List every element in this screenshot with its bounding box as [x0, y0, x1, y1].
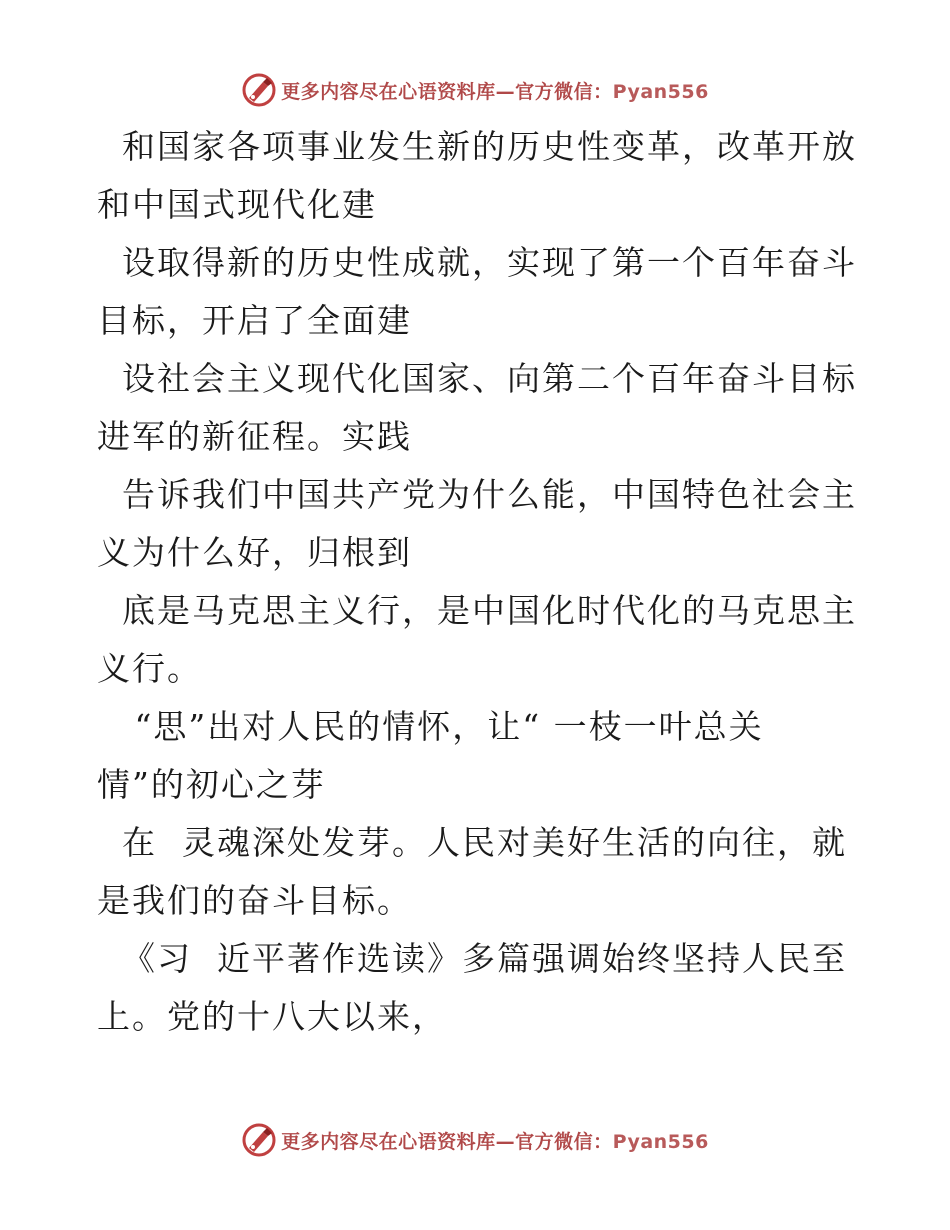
text-line-5: 设社会主义现代化国家、向第二个百年奋斗目标 [97, 359, 857, 398]
text-line-4: 目标，开启了全面建 [97, 301, 412, 340]
text-line-10: 义行。 [97, 649, 202, 688]
text-line-14: 是我们的奋斗目标。 [97, 881, 412, 920]
text-line-12: 情”的初心之芽 [97, 765, 326, 804]
document-body [97, 118, 857, 1046]
text-line-3: 设取得新的历史性成就，实现了第一个百年奋斗 [97, 243, 857, 282]
watermark-text: 更多内容尽在心语资料库—官方微信：Pyan556 [281, 80, 709, 103]
text-line-16: 上。党的十八大以来， [97, 997, 447, 1036]
watermark-text: 更多内容尽在心语资料库—官方微信：Pyan556 [281, 1130, 709, 1153]
text-line-1: 和国家各项事业发生新的历史性变革，改革开放 [97, 127, 857, 166]
wechat-id: Pyan556 [612, 80, 709, 103]
wechat-id: Pyan556 [612, 1130, 709, 1153]
pen-circle-icon [241, 72, 277, 108]
text-line-9: 底是马克思主义行，是中国化时代化的马克思主 [97, 591, 857, 630]
pen-circle-icon [241, 1122, 277, 1158]
text-line-11: “思”出对人民的情怀，让“ 一枝一叶总关 [97, 707, 764, 746]
text-line-15: 《习 近平著作选读》多篇强调始终坚持人民至 [97, 939, 847, 978]
text-line-8: 义为什么好，归根到 [97, 533, 412, 572]
text-line-2: 和中国式现代化建 [97, 185, 377, 224]
footer-watermark [0, 1120, 950, 1160]
text-line-6: 进军的新征程。实践 [97, 417, 412, 456]
header-watermark [0, 70, 950, 110]
text-line-7: 告诉我们中国共产党为什么能，中国特色社会主 [97, 475, 857, 514]
text-line-13: 在 灵魂深处发芽。人民对美好生活的向往，就 [97, 823, 847, 862]
